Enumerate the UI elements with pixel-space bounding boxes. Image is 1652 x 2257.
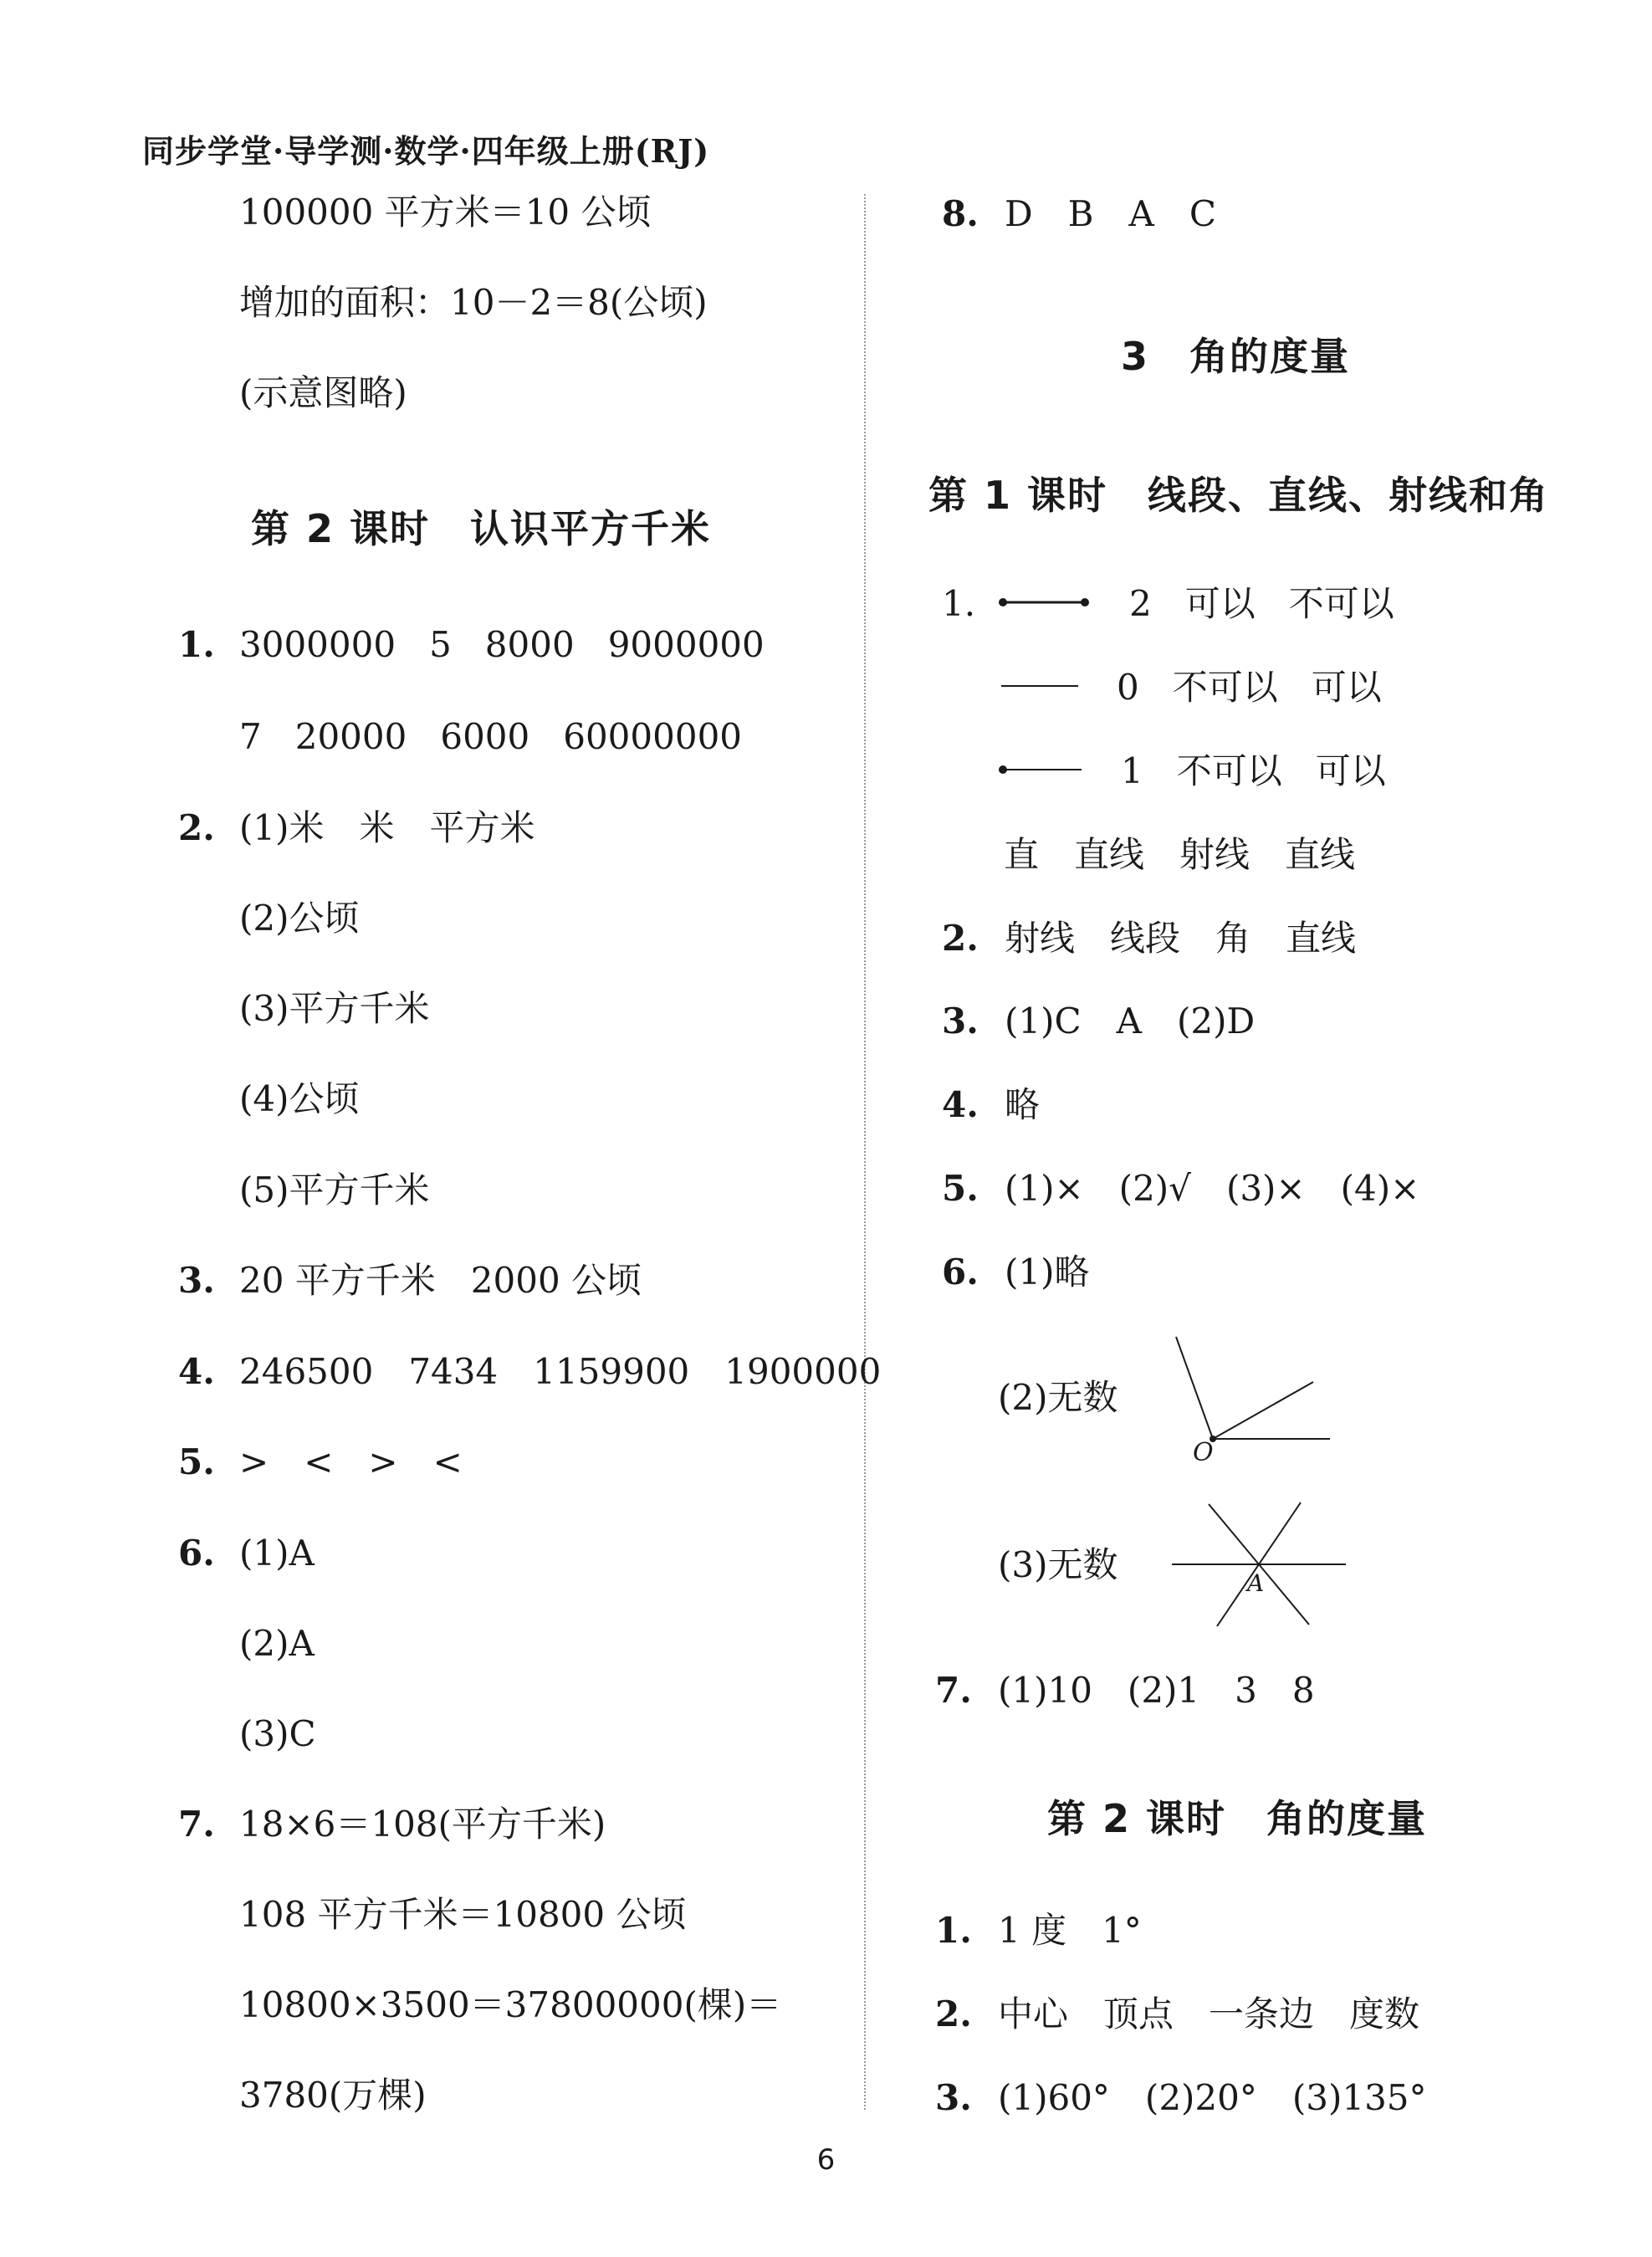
line-icon: [998, 671, 1082, 701]
right-q7: [935, 1669, 1315, 1712]
left-q1: [178, 623, 765, 667]
right-q1-last: 直 直线 射线 直线: [1004, 834, 1356, 875]
question-number: 2.: [942, 918, 979, 959]
answer: 可以: [1311, 667, 1382, 708]
answer: 246500 7434 1159900 1900000: [239, 1351, 882, 1392]
answer: 中心 顶点 一条边 度数: [998, 1993, 1420, 2034]
left-q2-item-3: (3)平方千米: [239, 988, 430, 1029]
answer: (1)C A (2)D: [1005, 1001, 1256, 1041]
question-number: 3.: [178, 1260, 215, 1301]
unit-title: 3 角的度量: [1121, 334, 1351, 379]
rays-from-point-o-figure: [1163, 1330, 1355, 1464]
question-number: 5.: [178, 1441, 215, 1482]
page-header: 同步学堂·导学测·数学·四年级上册(RJ): [142, 132, 710, 170]
answer: 5: [429, 624, 452, 665]
right-q4: [942, 1083, 1040, 1127]
left-q2-item-4: (4)公顷: [239, 1078, 360, 1119]
answer: 略: [1005, 1084, 1041, 1125]
point-a-label: A: [1247, 1569, 1265, 1597]
answer: 可以: [1184, 583, 1256, 624]
left-cont-line-3: (示意图略): [239, 372, 407, 413]
lines-through-point-a-figure: [1167, 1497, 1351, 1631]
lesson2-angle-title: 第 2 课时 角的度量: [1047, 1796, 1428, 1841]
right-q6: [942, 1251, 1090, 1294]
question-number: 6.: [942, 1251, 979, 1292]
answer: 3000000: [239, 624, 396, 665]
answer: 9000000: [607, 624, 765, 665]
left-q6-item-3: (3)C: [239, 1713, 316, 1754]
left-q2-item-5: (5)平方千米: [239, 1169, 430, 1210]
right-l2-q2: [935, 1993, 1419, 2036]
left-q1-row2: [239, 715, 742, 759]
answer: (1)略: [1005, 1251, 1090, 1292]
right-q5: [942, 1167, 1419, 1210]
answer: > < > <: [239, 1441, 463, 1482]
answer: 20 平方千米 2000 公顷: [239, 1260, 642, 1301]
right-q3: [942, 1000, 1255, 1043]
segment-endpoint: [1081, 598, 1089, 606]
right-q1-row3: [1121, 750, 1386, 793]
left-q7-line-3: 10800×3500＝37800000(棵)＝: [239, 1984, 782, 2025]
endpoint-count: 2: [1129, 583, 1152, 624]
answer: 不可以: [1176, 750, 1282, 791]
answer: 20000: [294, 716, 407, 757]
left-q6: [178, 1532, 315, 1575]
lesson1-title: 第 1 课时 线段、直线、射线和角: [928, 473, 1550, 518]
answer: 1 度 1°: [998, 1910, 1142, 1951]
answer: D B A C: [1005, 193, 1217, 234]
question-number: 4.: [942, 1084, 979, 1125]
answer: (1)× (2)√ (3)× (4)×: [1005, 1168, 1420, 1209]
left-q2: [178, 806, 535, 850]
left-q3: [178, 1259, 642, 1303]
question-number: 1.: [178, 624, 215, 665]
segment-endpoint: [999, 598, 1007, 606]
ray: [1213, 1382, 1313, 1439]
endpoint-count: 0: [1117, 667, 1139, 708]
answer: 可以: [1315, 750, 1386, 791]
answer: 不可以: [1288, 583, 1394, 624]
answer: 不可以: [1172, 667, 1278, 708]
column-divider: [864, 194, 866, 2110]
right-q2: [942, 917, 1356, 960]
answer: 射线 线段 角 直线: [1005, 918, 1357, 959]
question-number: 2.: [178, 807, 215, 848]
answer: 7: [239, 716, 262, 757]
answer: (1)米 米 平方米: [239, 807, 535, 848]
ray-endpoint: [999, 765, 1007, 774]
left-q7: [178, 1803, 606, 1846]
right-q1-number: 1.: [942, 583, 976, 624]
right-q6-c: (3)无数: [998, 1544, 1118, 1585]
question-number: 5.: [942, 1168, 979, 1209]
right-q1-row2: [1117, 666, 1382, 709]
left-q6-item-2: (2)A: [239, 1623, 315, 1664]
question-number: 1.: [935, 1910, 972, 1951]
right-q8: [942, 192, 1216, 236]
answer: (1)A: [239, 1533, 315, 1574]
question-number: 3.: [935, 2077, 972, 2118]
question-number: 8.: [942, 193, 979, 234]
lesson2-area-title: 第 2 课时 认识平方千米: [251, 506, 712, 551]
point-o-label: O: [1193, 1438, 1214, 1464]
left-q7-line-4: 3780(万棵): [239, 2075, 427, 2116]
right-q6-b: (2)无数: [998, 1377, 1118, 1418]
answer: (1)60° (2)20° (3)135°: [998, 2077, 1427, 2118]
answer: 8000: [484, 624, 575, 665]
answer: 18×6＝108(平方千米): [239, 1804, 606, 1845]
question-number: 7.: [935, 1670, 972, 1711]
left-q7-line-2: 108 平方千米＝10800 公顷: [239, 1894, 687, 1935]
endpoint-count: 1: [1121, 750, 1143, 791]
page-number: 6: [816, 2143, 836, 2177]
left-cont-line-1: 100000 平方米＝10 公顷: [239, 192, 652, 233]
ray-icon: [998, 755, 1085, 785]
left-q2-item-2: (2)公顷: [239, 898, 360, 939]
right-l2-q3: [935, 2076, 1427, 2120]
left-q4: [178, 1350, 881, 1394]
right-l2-q1: [935, 1909, 1142, 1952]
answer: 6000: [440, 716, 530, 757]
left-cont-line-2: 增加的面积：10－2＝8(公顷): [239, 282, 708, 323]
right-q1-row1: [1129, 582, 1394, 626]
question-number: 6.: [178, 1533, 215, 1574]
question-number: 2.: [935, 1993, 972, 2034]
left-q5: [178, 1441, 463, 1484]
answer: (1)10 (2)1 3 8: [998, 1670, 1315, 1711]
answer: 60000000: [563, 716, 743, 757]
segment-icon: [998, 587, 1092, 617]
ray: [1176, 1337, 1213, 1439]
question-number: 3.: [942, 1001, 979, 1041]
question-number: 4.: [178, 1351, 215, 1392]
question-number: 7.: [178, 1804, 215, 1845]
